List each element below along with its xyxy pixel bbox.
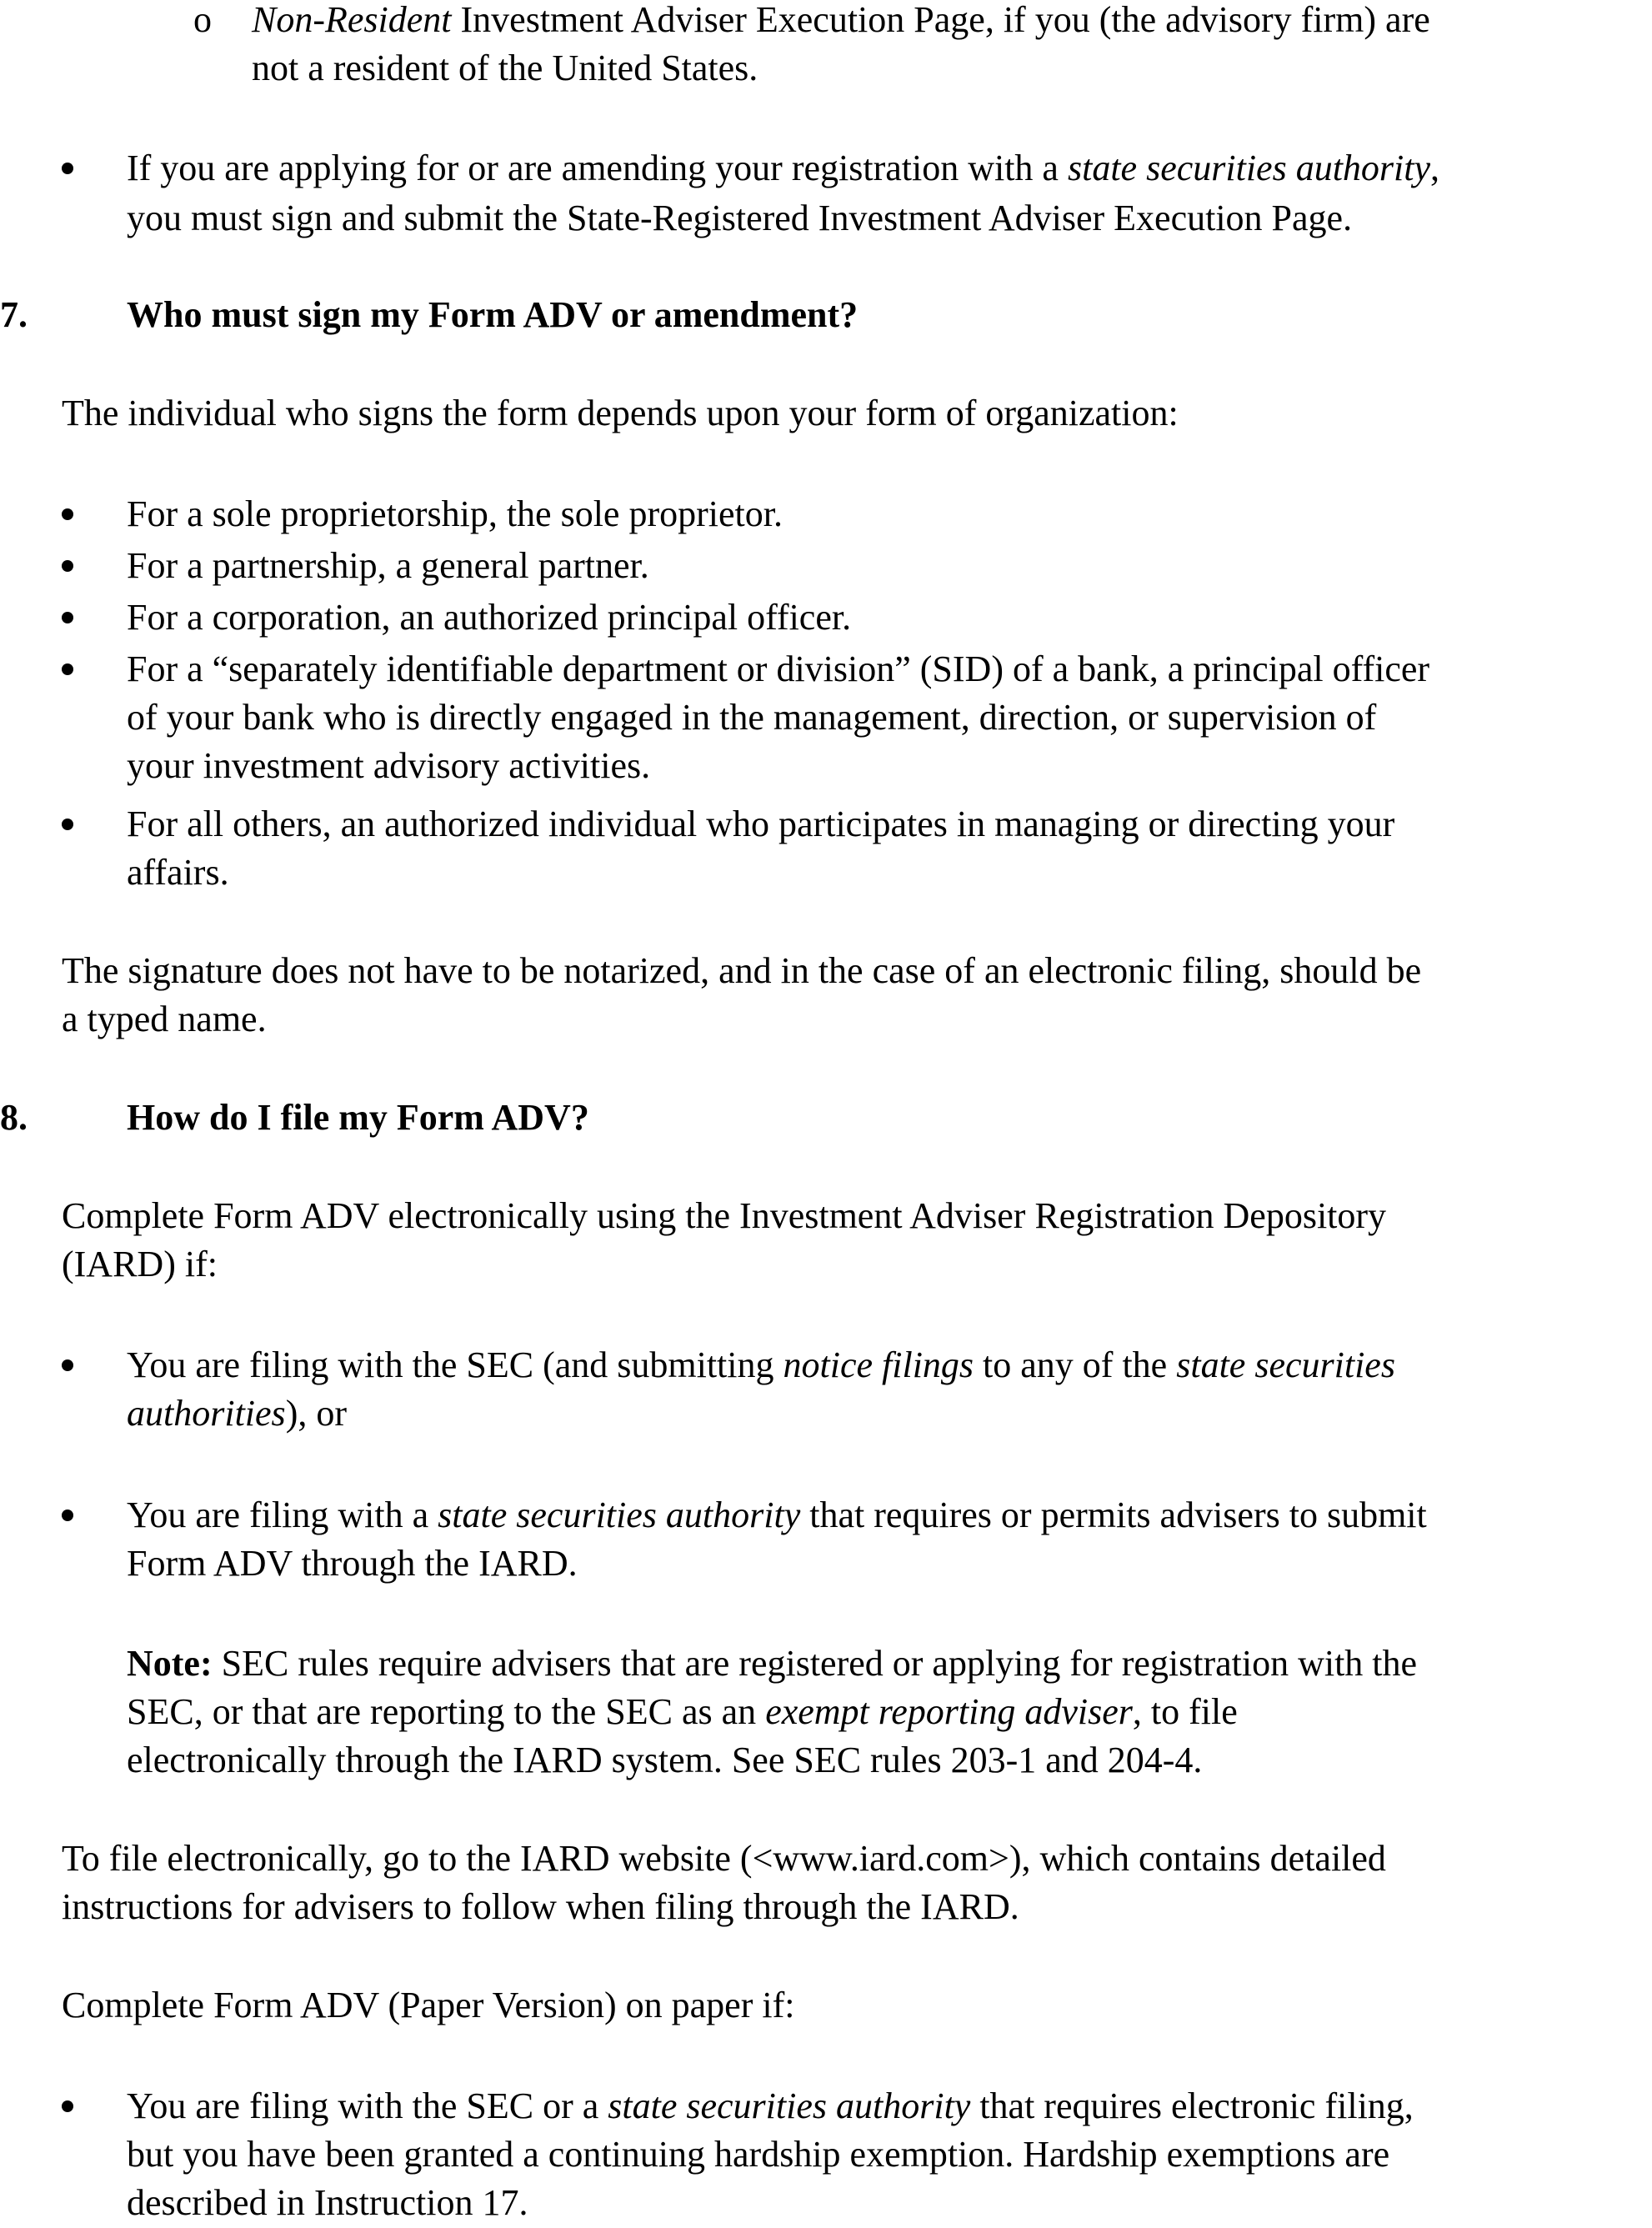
sub-bullet-marker: o (193, 0, 212, 40)
q8-note-line-3: electronically through the IARD system. See SEC rules 203-1 and 204-4. (127, 1740, 1203, 1780)
q7-item-4-line-1: For a “separately identifiable department or division” (SID) of a bank, a principal officer (127, 648, 1430, 689)
q7-heading: Who must sign my Form ADV or amendment? (127, 294, 859, 335)
q7-item-5-line-1: For all others, an authorized individual who participates in managing or directing your (127, 804, 1395, 844)
q7-note-line-1: The signature does not have to be notarized, and in the case of an electronic filing, should be (62, 950, 1422, 991)
q7-item-4-line-2: of your bank who is directly engaged in the management, direction, or supervision of (127, 697, 1377, 738)
bullet-icon (62, 612, 73, 623)
state-bullet-line-2: you must sign and submit the State-Registered Investment Adviser Execution Page. (127, 198, 1353, 238)
q7-item-5-line-2: affairs. (127, 852, 229, 893)
q8-bullet-1-line-1: You are filing with the SEC (and submitting notice filings to any of the state securities (127, 1344, 1395, 1385)
intro-line-2: not a resident of the United States. (252, 48, 758, 88)
q7-intro: The individual who signs the form depends upon your form of organization: (62, 393, 1179, 433)
q8-bullet-2-line-2: Form ADV through the IARD. (127, 1543, 578, 1584)
bullet-icon (62, 560, 73, 572)
q8-paper-intro: Complete Form ADV (Paper Version) on paper if: (62, 1985, 795, 2025)
state-bullet-line-1: If you are applying for or are amending your registration with a state securities authority, (127, 148, 1440, 188)
bullet-icon (62, 663, 73, 675)
q7-item-1: For a sole proprietorship, the sole proprietor. (127, 493, 783, 534)
q7-number: 7. (0, 294, 28, 335)
q8-web-line-2: instructions for advisers to follow when filing through the IARD. (62, 1886, 1019, 1927)
q8-bullet-2-line-1: You are filing with a state securities authority that requires or permits advisers to submit (127, 1495, 1427, 1535)
bullet-icon (62, 819, 73, 830)
q8-note-line-2: SEC, or that are reporting to the SEC as an exempt reporting adviser, to file (127, 1691, 1238, 1732)
bullet-icon (62, 2100, 73, 2112)
q8-heading: How do I file my Form ADV? (127, 1097, 589, 1138)
q8-intro-line-1: Complete Form ADV electronically using the Investment Adviser Registration Depository (62, 1195, 1387, 1236)
q8-paper-bullet-line-2: but you have been granted a continuing hardship exemption. Hardship exemptions are (127, 2134, 1390, 2175)
q8-intro-line-2: (IARD) if: (62, 1244, 218, 1284)
q8-bullet-1-line-2: authorities), or (127, 1393, 347, 1434)
intro-line-1: Non-Resident Investment Adviser Execution Page, if you (the advisory firm) are (252, 0, 1430, 40)
q7-item-4-line-3: your investment advisory activities. (127, 745, 651, 786)
q7-item-2: For a partnership, a general partner. (127, 545, 649, 586)
q7-item-3: For a corporation, an authorized principal officer. (127, 597, 852, 638)
q8-web-line-1: To file electronically, go to the IARD website (<www.iard.com>), which contains detailed (62, 1838, 1386, 1879)
bullet-icon (62, 1510, 73, 1521)
q8-number: 8. (0, 1097, 28, 1138)
bullet-icon (62, 163, 73, 174)
bullet-icon (62, 508, 73, 520)
bullet-icon (62, 1359, 73, 1371)
q7-note-line-2: a typed name. (62, 999, 267, 1039)
q8-note-line-1: Note: SEC rules require advisers that are registered or applying for registration with the (127, 1643, 1418, 1684)
q8-paper-bullet-line-3: described in Instruction 17. (127, 2182, 528, 2223)
q8-paper-bullet-line-1: You are filing with the SEC or a state securities authority that requires electronic filing, (127, 2085, 1414, 2126)
